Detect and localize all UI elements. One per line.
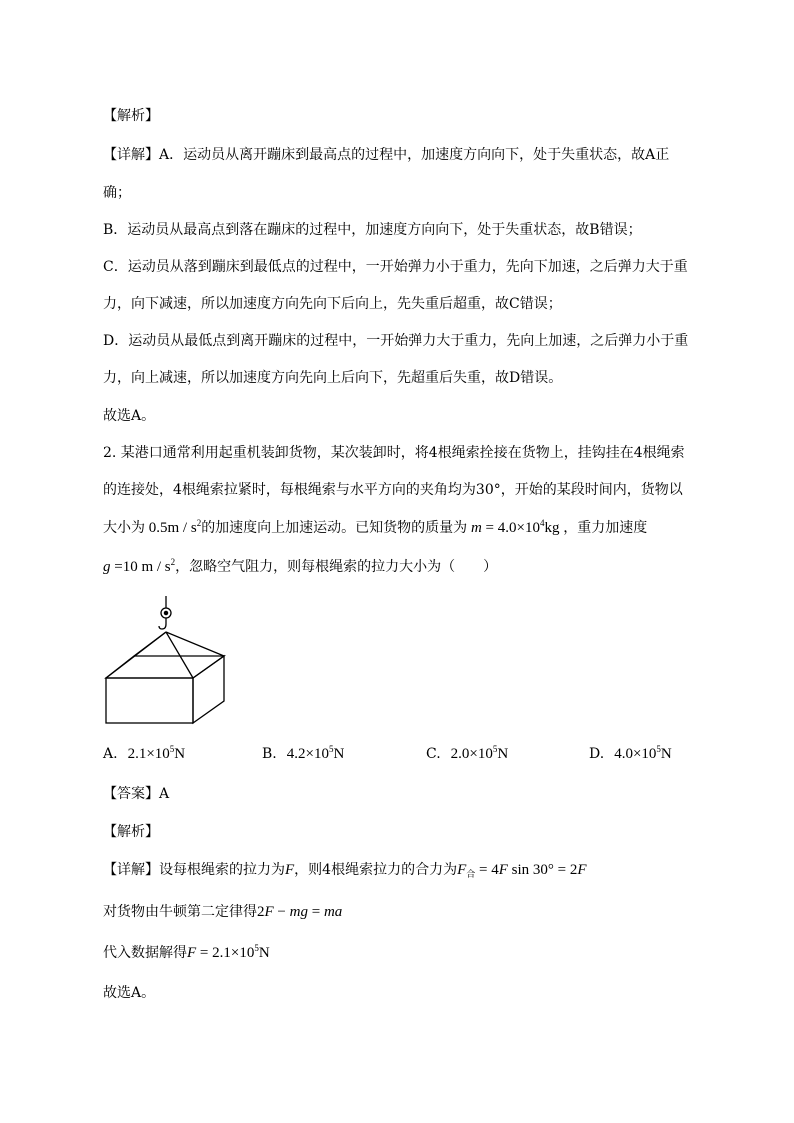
choose-answer-2: 故选A。 (103, 985, 156, 1001)
detail-text-a2: 确； (103, 185, 131, 201)
hook-icon (159, 618, 166, 629)
option-c: C. $2.0\times 10^5N$ (426, 744, 509, 762)
option-b: B. $4.2\times 10^5N$ (262, 744, 345, 762)
question-2-line4: g =10 m / $s^2$，忽略空气阻力，则每根绳索的拉力大小为（ ） (103, 557, 498, 575)
rope-3 (166, 632, 193, 678)
detail-text-d1: D．运动员从最低点到离开蹦床的过程中，一开始弹力大于重力，先向上加速，之后弹力小于重 (103, 333, 689, 349)
option-a: A. $2.1\times 10^5N$ (103, 744, 186, 762)
resultant-force-expr: $F_合 = 4F$ sin 30° = 2F (457, 862, 587, 879)
detail-2-line1: 【详解】设每根绳索的拉力为F，则4根绳索拉力的合力为$F_合 = 4F$ sin 30° = 2F (103, 862, 587, 879)
rope-4 (166, 632, 224, 656)
option-d: D. $4.0\times 10^5N$ (589, 744, 672, 762)
detail-text-d2: 力，向上减速，所以加速度方向先向上后向下，先超重后失重，故D错误。 (103, 370, 563, 386)
detail-label: 【详解】 (103, 147, 159, 163)
box-top-face (106, 656, 224, 678)
analysis-label: 【解析】 (103, 108, 159, 124)
question-2-line3: 大小为 $0.5m / s^2$的加速度向上加速运动。已知货物的质量为 $m = 4.0\times 10^4kg$ ，重力加速度 (103, 518, 648, 536)
detail-text-a1: A．运动员从离开蹦床到最高点的过程中，加速度方向向下，处于失重状态，故A正 (159, 147, 670, 163)
detail-text-c1: C．运动员从落到蹦床到最低点的过程中，一开始弹力小于重力，先向下加速，之后弹力大于重 (103, 259, 688, 275)
rope-2 (134, 632, 166, 656)
box-side-face (193, 656, 224, 723)
detail-paragraph-a (103, 145, 669, 165)
answer-label: 【答案】A (103, 786, 170, 802)
analysis-label-2: 【解析】 (103, 824, 159, 840)
gravity-expr: g =10 m / $s^2$ (103, 557, 176, 575)
crane-box-figure (100, 596, 240, 728)
detail-2-line3: 代入数据解得$F = 2.1\times 10^5N$ (103, 943, 270, 961)
acceleration-expr: $0.5m / s^2$ (145, 518, 202, 536)
newton-law-expr: 2F − mg = ma (257, 904, 343, 920)
question-2-line2: 的连接处，4根绳索拉紧时，每根绳索与水平方向的夹角均为30°，开始的某段时间内，货物以 (103, 482, 683, 498)
question-2-line1: 2. 某港口通常利用起重机装卸货物，某次装卸时，将4根绳索拴接在货物上，挂钩挂在4根绳索 (103, 445, 685, 461)
mass-expr: $m = 4.0\times 10^4kg$ (470, 518, 564, 536)
box-front-face (106, 678, 193, 723)
detail-2-line2: 对货物由牛顿第二定律得2F − mg = ma (103, 904, 343, 920)
result-expr: $F = 2.1\times 10^5N$ (187, 943, 270, 961)
detail-text-b: B．运动员从最高点到落在蹦床的过程中，加速度方向向下，处于失重状态，故B错误； (103, 222, 642, 238)
detail-text-c2: 力，向下减速，所以加速度方向先向下后向上，先失重后超重，故C错误； (103, 296, 562, 312)
choose-answer-1: 故选A。 (103, 408, 156, 424)
detail-label-2: 【详解】 (103, 862, 159, 878)
